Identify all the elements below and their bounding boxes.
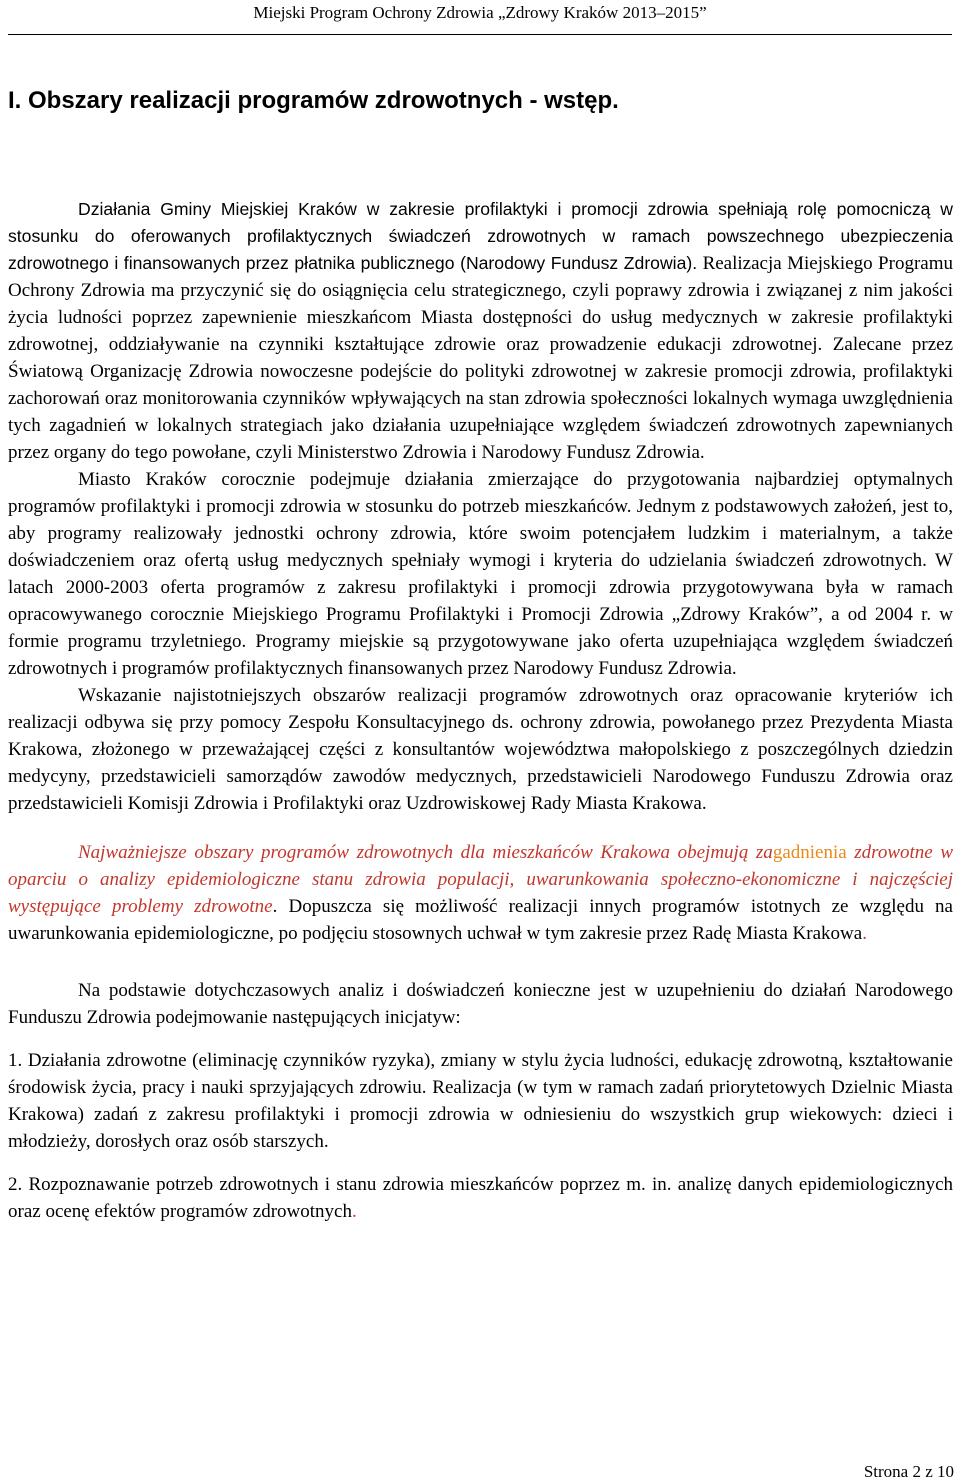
intro-serif-text: Realizacja Miejskiego Programu Ochrony Zdrowia ma przyczynić się do osiągnięcia celu strategicznego, czyli poprawy zdrowia i związanej z nim jakości życia ludności poprzez zapewnienie mieszkańcom Miasta dostępności do usług medycznych w zakresie profilaktyki zdrowotnej, oddziaływanie na czynniki kształtujące zdrowie oraz prowadzenie edukacji zdrowotnej. Zalecane przez Światową Organizację Zdrowia nowoczesne podejście do polityki zdrowotnej w zakresie promocji zdrowia, profilaktyki zachorowań oraz monitorowania czynników wpływających na stan zdrowia społeczności lokalnych wymaga uwzględnienia tych zagadnień w lokalnych strategiach jako działania uzupełniające względem świadczeń zdrowotnych zapewnianych przez organy do tego powołane, czyli Ministerstwo Zdrowia i Narodowy Fundusz Zdrowia.	[8, 253, 953, 463]
running-header: Miejski Program Ochrony Zdrowia „Zdrowy Kraków 2013–2015”	[253, 3, 707, 22]
list-item-1: 1. Działania zdrowotne (eliminację czynników ryzyka), zmiany w stylu życia ludności, edukację zdrowotną, kształtowanie środowisk życia, pracy i nauki sprzyjających zdrowiu. Realizacja (w tym w ramach zadań priorytetowych Dzielnic Miasta Krakowa) zadań z zakresu profilaktyki i promocji zdrowia w odniesieniu do wszystkich grup wiekowych: dzieci i młodzieży, dorosłych oraz osób starszych.	[8, 1050, 953, 1152]
paragraph-priority-areas	[8, 839, 953, 947]
paragraph-krakow-programs: Miasto Kraków corocznie podejmuje działania zmierzające do przygotowania najbardziej optymalnych programów profilaktyki i promocji zdrowia w stosunku do potrzeb mieszkańców. Jednym z podstawowych założeń, jest to, aby programy realizowały jednostki ochrony zdrowia, które swoim potencjałem ludzkim i materialnym, a także doświadczeniem oraz ofertą usług medycznych spełniały wymogi i kryteria do udzielania świadczeń zdrowotnych. W latach 2000-2003 oferta programów z zakresu profilaktyki i promocji zdrowia przygotowywana była w ramach opracowywanego corocznie Miejskiego Programu Profilaktyki i Promocji Zdrowia „Zdrowy Kraków”, a od 2004 r. w formie programu trzyletniego. Programy miejskie są przygotowywane jako oferta uzupełniająca względem świadczeń zdrowotnych i programów profilaktycznych finansowanych przez Narodowy Fundusz Zdrowia.	[8, 469, 953, 679]
priority-plain-text: . Dopuszcza się możliwość realizacji innych programów istotnych ze względu na uwarunkowania epidemiologiczne, po podjęciu stosownych uchwał w tym zakresie przez Radę Miasta Krakowa	[8, 896, 953, 944]
paragraph-initiatives-intro: Na podstawie dotychczasowych analiz i doświadczeń konieczne jest w uzupełnieniu do działań Narodowego Funduszu Zdrowia podejmowanie następujących inicjatyw:	[8, 980, 953, 1028]
section-title: I. Obszary realizacji programów zdrowotnych - wstęp.	[8, 87, 619, 114]
paragraph-intro	[8, 196, 953, 466]
header-rule	[8, 34, 952, 35]
paragraph-consult-team: Wskazanie najistotniejszych obszarów realizacji programów zdrowotnych oraz opracowanie kryteriów ich realizacji odbywa się przy pomocy Zespołu Konsultacyjnego ds. ochrony zdrowia, powołanego przez Prezydenta Miasta Krakowa, złożonego w przeważającej części z konsultantów województwa małopolskiego z poszczególnych dziedzin medycyny, przedstawicieli samorządów zawodów medycznych, przedstawicieli Narodowego Funduszu Zdrowia oraz przedstawicieli Komisji Zdrowia i Profilaktyki oraz Uzdrowiskowej Rady Miasta Krakowa.	[8, 685, 953, 814]
list-item-2-end-mark: .	[351, 1201, 357, 1222]
priority-highlight-a: Najważniejsze obszary programów zdrowotnych dla mieszkańców Krakowa obejmują za	[78, 842, 773, 863]
priority-end-mark: .	[862, 923, 867, 944]
priority-highlight-b: zdrowotne w oparciu o analizy epidemiologiczne stanu zdrowia populacji, uwarunkowania społeczno-ekonomiczne i najczęściej występujące problemy zdrowotne	[8, 842, 954, 917]
priority-highlight-orange: gadnienia	[772, 842, 847, 863]
list-item-2	[8, 1171, 953, 1225]
page-number: Strona 2 z 10	[863, 1462, 954, 1481]
intro-sans-text: Działania Gminy Miejskiej Kraków w zakresie profilaktyki i promocji zdrowia spełniają rolę pomocniczą w stosunku do oferowanych profilaktycznych świadczeń zdrowotnych w ramach powszechnego ubezpieczenia zdrowotnego i finansowanych przez płatnika publicznego (Narodowy Fundusz Zdrowia).	[8, 199, 953, 273]
document-body	[8, 196, 953, 1225]
list-item-2-text: 2. Rozpoznawanie potrzeb zdrowotnych i stanu zdrowia mieszkańców poprzez m. in. analizę danych epidemiologicznych oraz ocenę efektów programów zdrowotnych	[8, 1174, 953, 1222]
